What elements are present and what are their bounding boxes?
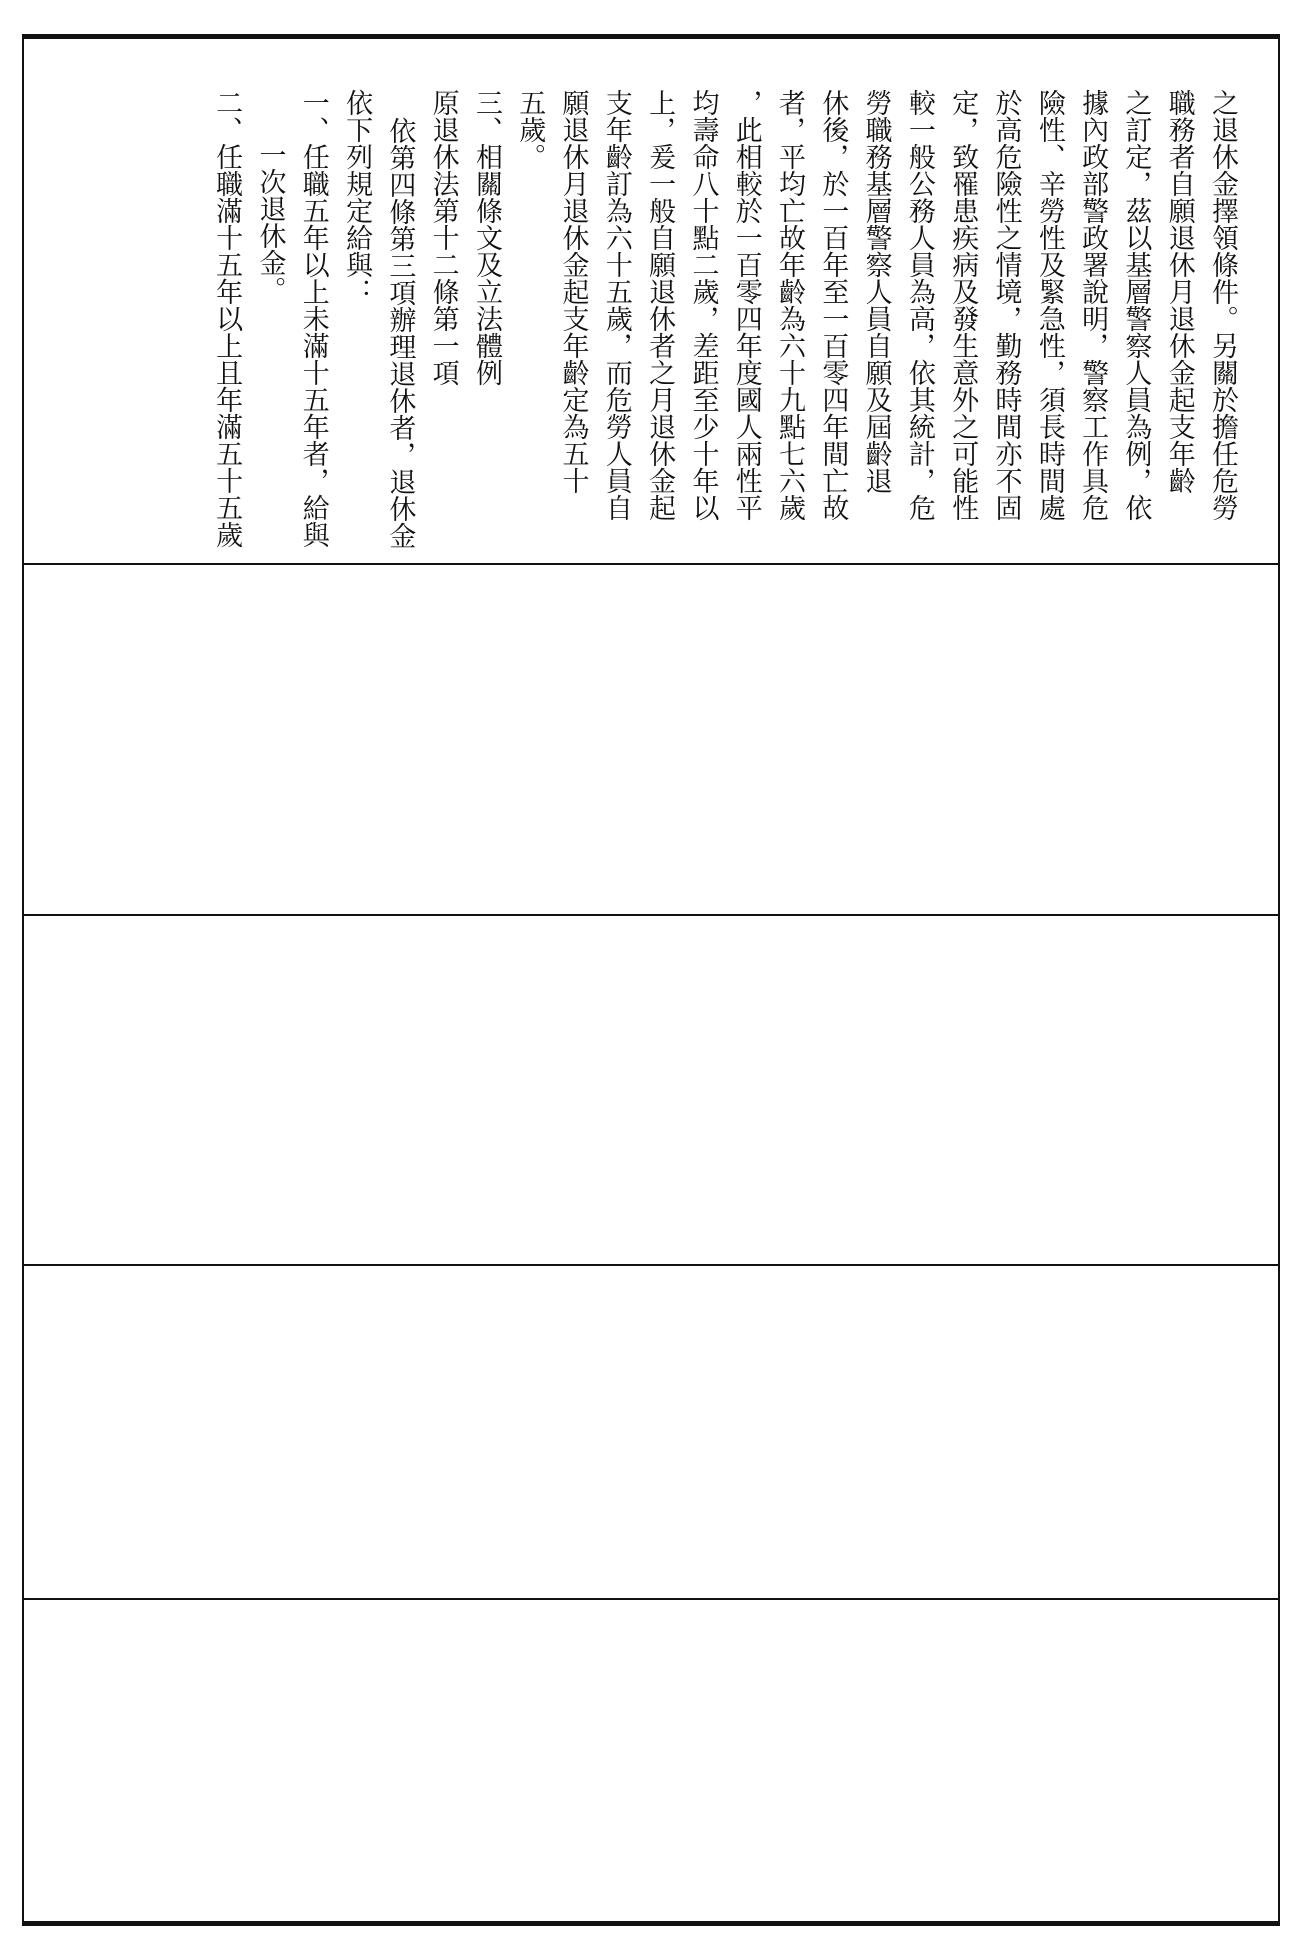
text-column: 依第四條第三項辦理退休者，退休金	[384, 117, 416, 549]
text-column: 三、相關條文及立法體例	[470, 89, 502, 386]
text-column: 據內政部警政署說明，警察工作具危	[1077, 89, 1109, 521]
row-divider	[24, 1598, 1278, 1600]
text-column: 於高危險性之情境，勤務時間亦不固	[990, 89, 1022, 521]
table-row	[24, 39, 1278, 563]
text-column: 支年齡訂為六十五歲，而危勞人員自	[600, 89, 632, 521]
text-column: 之訂定，茲以基層警察人員為例，依	[1120, 89, 1152, 521]
text-column: 一次退休金。	[254, 141, 286, 303]
text-column: 二、任職滿十五年以上且年滿五十五歲	[211, 89, 243, 548]
text-column: 均壽命八十點二歲，差距至少十年以	[687, 89, 719, 521]
text-column: 者，平均亡故年齡為六十九點七六歲	[774, 89, 806, 521]
text-column: 險性、辛勞性及緊急性，須長時間處	[1033, 89, 1065, 521]
text-column: 較一般公務人員為高，依其統計，危	[903, 89, 935, 521]
text-column: 職務者自願退休月退休金起支年齡	[1163, 89, 1195, 494]
text-column: 一、任職五年以上未滿十五年者，給與	[297, 89, 329, 548]
text-column: 休後，於一百年至一百零四年間亡故	[817, 89, 849, 521]
vertical-text-block	[205, 89, 1244, 594]
text-column: 願退休月退休金起支年齡定為五十	[557, 89, 589, 494]
text-column: 定，致罹患疾病及發生意外之可能性	[947, 89, 979, 521]
text-column: 勞職務基層警察人員自願及屆齡退	[860, 89, 892, 494]
row-divider	[24, 914, 1278, 916]
row-divider	[24, 1264, 1278, 1266]
text-column: 之退休金擇領條件。另關於擔任危勞	[1207, 89, 1238, 521]
text-column: 依下列規定給與：	[341, 89, 373, 305]
text-column: 上，爰一般自願退休者之月退休金起	[644, 89, 676, 521]
text-column: 五歲。	[514, 89, 546, 170]
text-column: ，此相較於一百零四年度國人兩性平	[730, 89, 762, 521]
row-divider	[24, 563, 1278, 565]
text-column: 原退休法第十二條第一項	[427, 89, 459, 386]
